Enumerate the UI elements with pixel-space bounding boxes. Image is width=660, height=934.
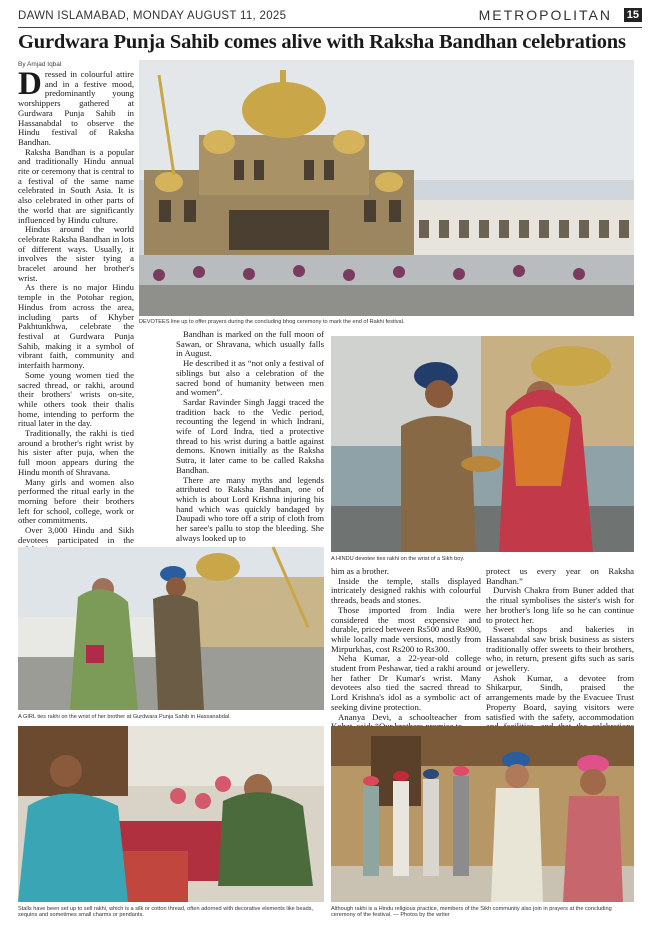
paragraph: Hindus around the world celebrate Raksha Bandhan in lots of different ways. Usually, it involves the sister tying a bracelet around her brother's wrist. (18, 224, 134, 283)
caption-main-photo: DEVOTEES line up to offer prayers during the concluding bhog ceremony to mark the end of Rakhi festival. (139, 319, 405, 325)
paragraph: Many girls and women also performed the ritual early in the morning before their brothers left for school, college, work or other commitments. (18, 476, 134, 526)
paragraph: Neha Kumar, a 22-year-old college student from Peshawar, tied a rakhi around her father Dr Kumar's wrist. Many devotees also tied the sacred thread to Lord Krishna's idol as a symbolic act of seeking divine protection. (331, 653, 481, 712)
paragraph: Ananya Devi, a schoolteacher from (338, 711, 481, 722)
masthead (18, 8, 642, 28)
headline: Gurdwara Punja Sahib comes alive with Raksha Bandhan celebrations (18, 31, 626, 53)
paragraph: Raksha Bandhan is a popular and traditionally Hindu annual rite or ceremony that is central to a festival of the same name celebrated in South Asia. It is also celebrated in other parts of the world that are significantly influenced by Hindu culture. (18, 146, 134, 225)
girl-brother-photo (18, 547, 324, 710)
paragraph: Over 3,000 Hindu and Sikh devotees participated in the (18, 525, 134, 545)
paragraph: Traditionally, the rakhi is tied around a brother's right wrist by his sister after puja, when the full moon appears during the Hindu month of Shravana. (18, 428, 134, 477)
caption-stalls: Stalls have been set up to sell rakhi, which is a silk or cotton thread, often adorned with decorative elements like beads, sequins and sometimes small charms or pendants. (18, 906, 314, 919)
paragraph: ressed in colourful attire and in a festive mood, predominantly young worshippers gathered at Gurdwara Punja Sahib in Hassanabdal to observe the Hindu festival of Raksha Bandhan. (18, 69, 134, 147)
col1-paragraphs (18, 66, 134, 584)
paragraph: Sardar Ravinder Singh Jaggi traced the tradition back to the Vedic period, recounting the legend in which Indrani, wife of Lord Indra, tied a protective thread to his wrist during a battle against demons. Known initially as the Raksha Sutra, it later came to be called Raksha Bandhan. (176, 396, 324, 475)
paragraph: Ashok Kumar, a devotee from Shikarpur, Sindh, praised the arrangements made by the Evacuee Trust Property Board, saying visitors were satisfied with the safety, accommodation (486, 672, 634, 722)
caption-girl: A GIRL ties rakhi on the wrist of her brother at Gurdwara Punja Sahib in Hassanabdal. (18, 714, 231, 720)
col4-continuation: protect us every year on Raksha Bandhan.” (486, 566, 634, 586)
paragraph: Bandhan is marked on the full moon of Sawan, or Shravana, which usually falls in August. (176, 329, 324, 359)
dropcap: D (18, 66, 42, 102)
caption-sikh-community: Although rakhi is a Hindu religious practice, members of the Sikh community also join in prayers at the concluding ceremony of the festival. — Photos by the writer (331, 906, 612, 919)
sikh-boy-photo (331, 336, 634, 552)
paragraph: He described it as “not only a festival of siblings but also a celebration of the sacred bond of humanity between men and women”. (176, 358, 324, 398)
paragraph: There are many myths and legends attributed to Raksha Bandhan, one of which is about Lord Krishna injuring his hand which was quickly bandaged by Daupadi who tore off a strip of cloth from her saree's pallu to stop the bleeding. She always looked up to (176, 474, 324, 543)
paragraph: Some young women tied the sacred thread, or rakhi, around their brothers' wrists on-site, while others took their thalis home, intending to perform the ritual later in the day. (18, 369, 134, 429)
date-line: DAWN ISLAMABAD, MONDAY AUGUST 11, 2025 (18, 10, 287, 22)
paragraph: As there is no major Hindu temple in the Potohar region, Hindus from across the area, including parts of Khyber Pakhtunkhwa, celebrate the festival at Gurdwara Punja Sahib, making it a symbol of vibrant faith, community and interfaith harmony. (18, 282, 134, 371)
paragraph: Inside the temple, stalls displayed intricately designed rakhis with colourful threads, beads and stones. (331, 575, 481, 606)
col3-paragraphs (331, 577, 481, 732)
article-column-2 (176, 329, 324, 543)
caption-sikh-boy: A HINDU devotee ties rakhi on the wrist of a Sikh boy. (331, 556, 465, 562)
sikh-community-photo (331, 726, 634, 902)
paragraph: Those imported from India were considered the most expensive and durable, priced between Rs500 and Rs900, while locally made versions, mostly from Mirpurkhas, cost Rs200 to Rs300. (331, 604, 481, 654)
article-column-4 (486, 567, 634, 725)
paragraph: Durvish Chakra from Buner added that the ritual symbolises the sister's wish for her brother's long life so he can continue to protect her. (486, 585, 634, 625)
section-title: METROPOLITAN (478, 7, 612, 23)
page-number: 15 (624, 8, 642, 22)
article-column-3 (331, 567, 481, 725)
article-column-1 (18, 66, 134, 550)
stalls-photo (18, 726, 324, 902)
byline: By Amjad Iqbal (18, 61, 62, 68)
col3-continuation: him as a brother. (331, 566, 389, 576)
col4-paragraphs (486, 586, 634, 741)
paragraph: Sweet shops and bakeries in Hassanabdal saw brisk business as sisters traditionally offer sweets to their brothers, who, in return, present gifts such as saris or jewellery. (486, 624, 634, 674)
main-photo (139, 60, 634, 316)
col2-paragraphs (176, 330, 324, 543)
